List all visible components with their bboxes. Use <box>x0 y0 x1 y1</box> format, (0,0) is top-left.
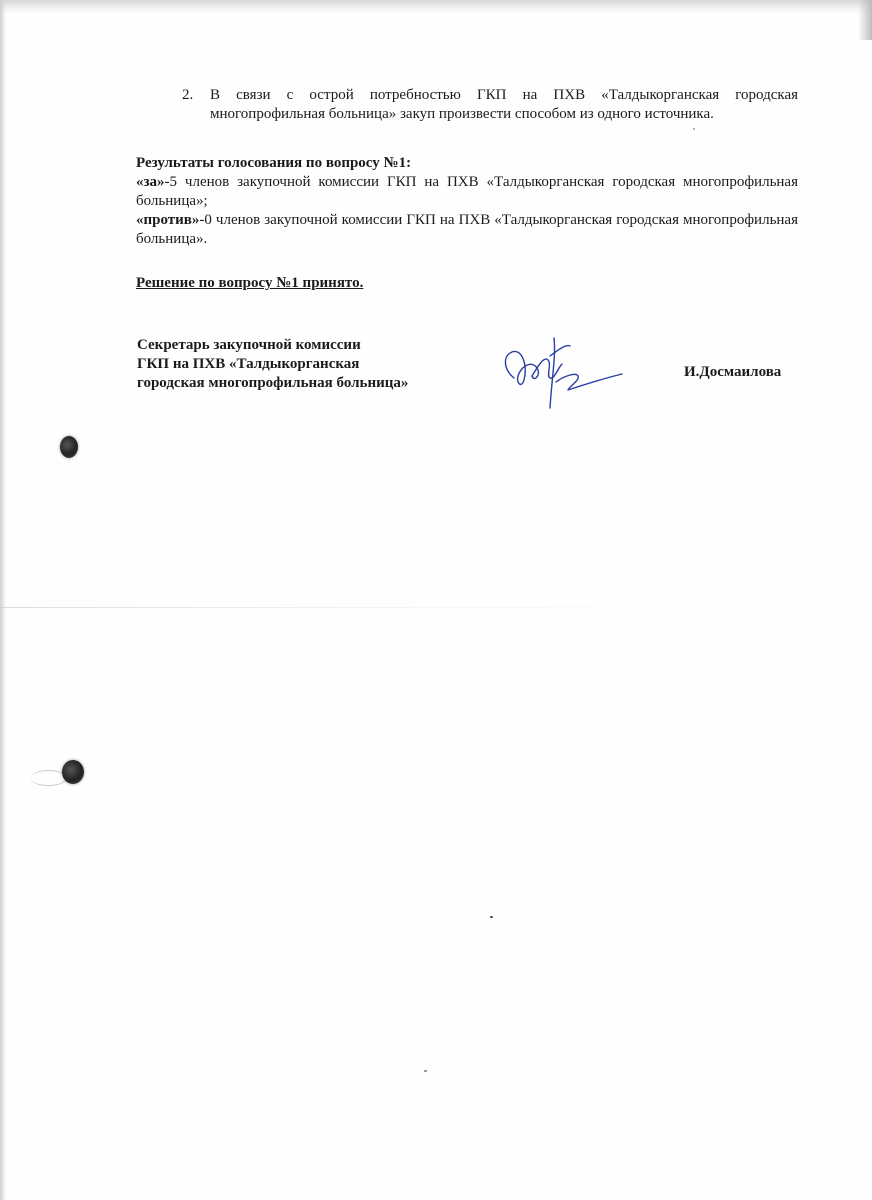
list-item-2 <box>182 86 798 124</box>
vote-against-label: «против» <box>136 212 200 228</box>
handwritten-signature <box>494 326 626 410</box>
page-fold-line <box>0 607 872 608</box>
scan-speck <box>424 1070 427 1072</box>
scan-edge-top <box>0 0 872 14</box>
punch-hole-upper <box>60 436 78 458</box>
list-item-text: В связи с острой потребностью ГКП на ПХВ «Талдыкорганская городская многопрофильная больница» закуп произвести способом из одного источника. <box>210 87 798 122</box>
signatory-role <box>137 336 497 393</box>
signatory-role-line: Секретарь закупочной комиссии <box>137 337 361 353</box>
vote-for-line <box>136 173 798 211</box>
voting-results <box>136 154 798 249</box>
signatory-name: И.Досмаилова <box>684 364 782 380</box>
list-item-number: 2. <box>182 87 194 103</box>
signatory-role-line: городская многопрофильная больница» <box>137 375 409 391</box>
scan-edge-left <box>0 0 6 1200</box>
punch-hole-lower <box>62 760 84 784</box>
decision-statement: Решение по вопросу №1 принято. <box>136 275 364 291</box>
vote-against-text: -0 членов закупочной комиссии ГКП на ПХВ «Талдыкорганская городская многопрофильная больница». <box>136 212 798 247</box>
scan-speck <box>693 128 695 130</box>
vote-against-line <box>136 211 798 249</box>
vote-for-text: -5 членов закупочной комиссии ГКП на ПХВ «Талдыкорганская городская многопрофильная больница»; <box>136 174 798 209</box>
signatory-role-line: ГКП на ПХВ «Талдыкорганская <box>137 356 360 372</box>
scan-corner-top-right <box>858 0 872 40</box>
scan-speck <box>490 916 493 918</box>
vote-for-label: «за» <box>136 174 165 190</box>
voting-results-heading: Результаты голосования по вопросу №1: <box>136 155 412 171</box>
